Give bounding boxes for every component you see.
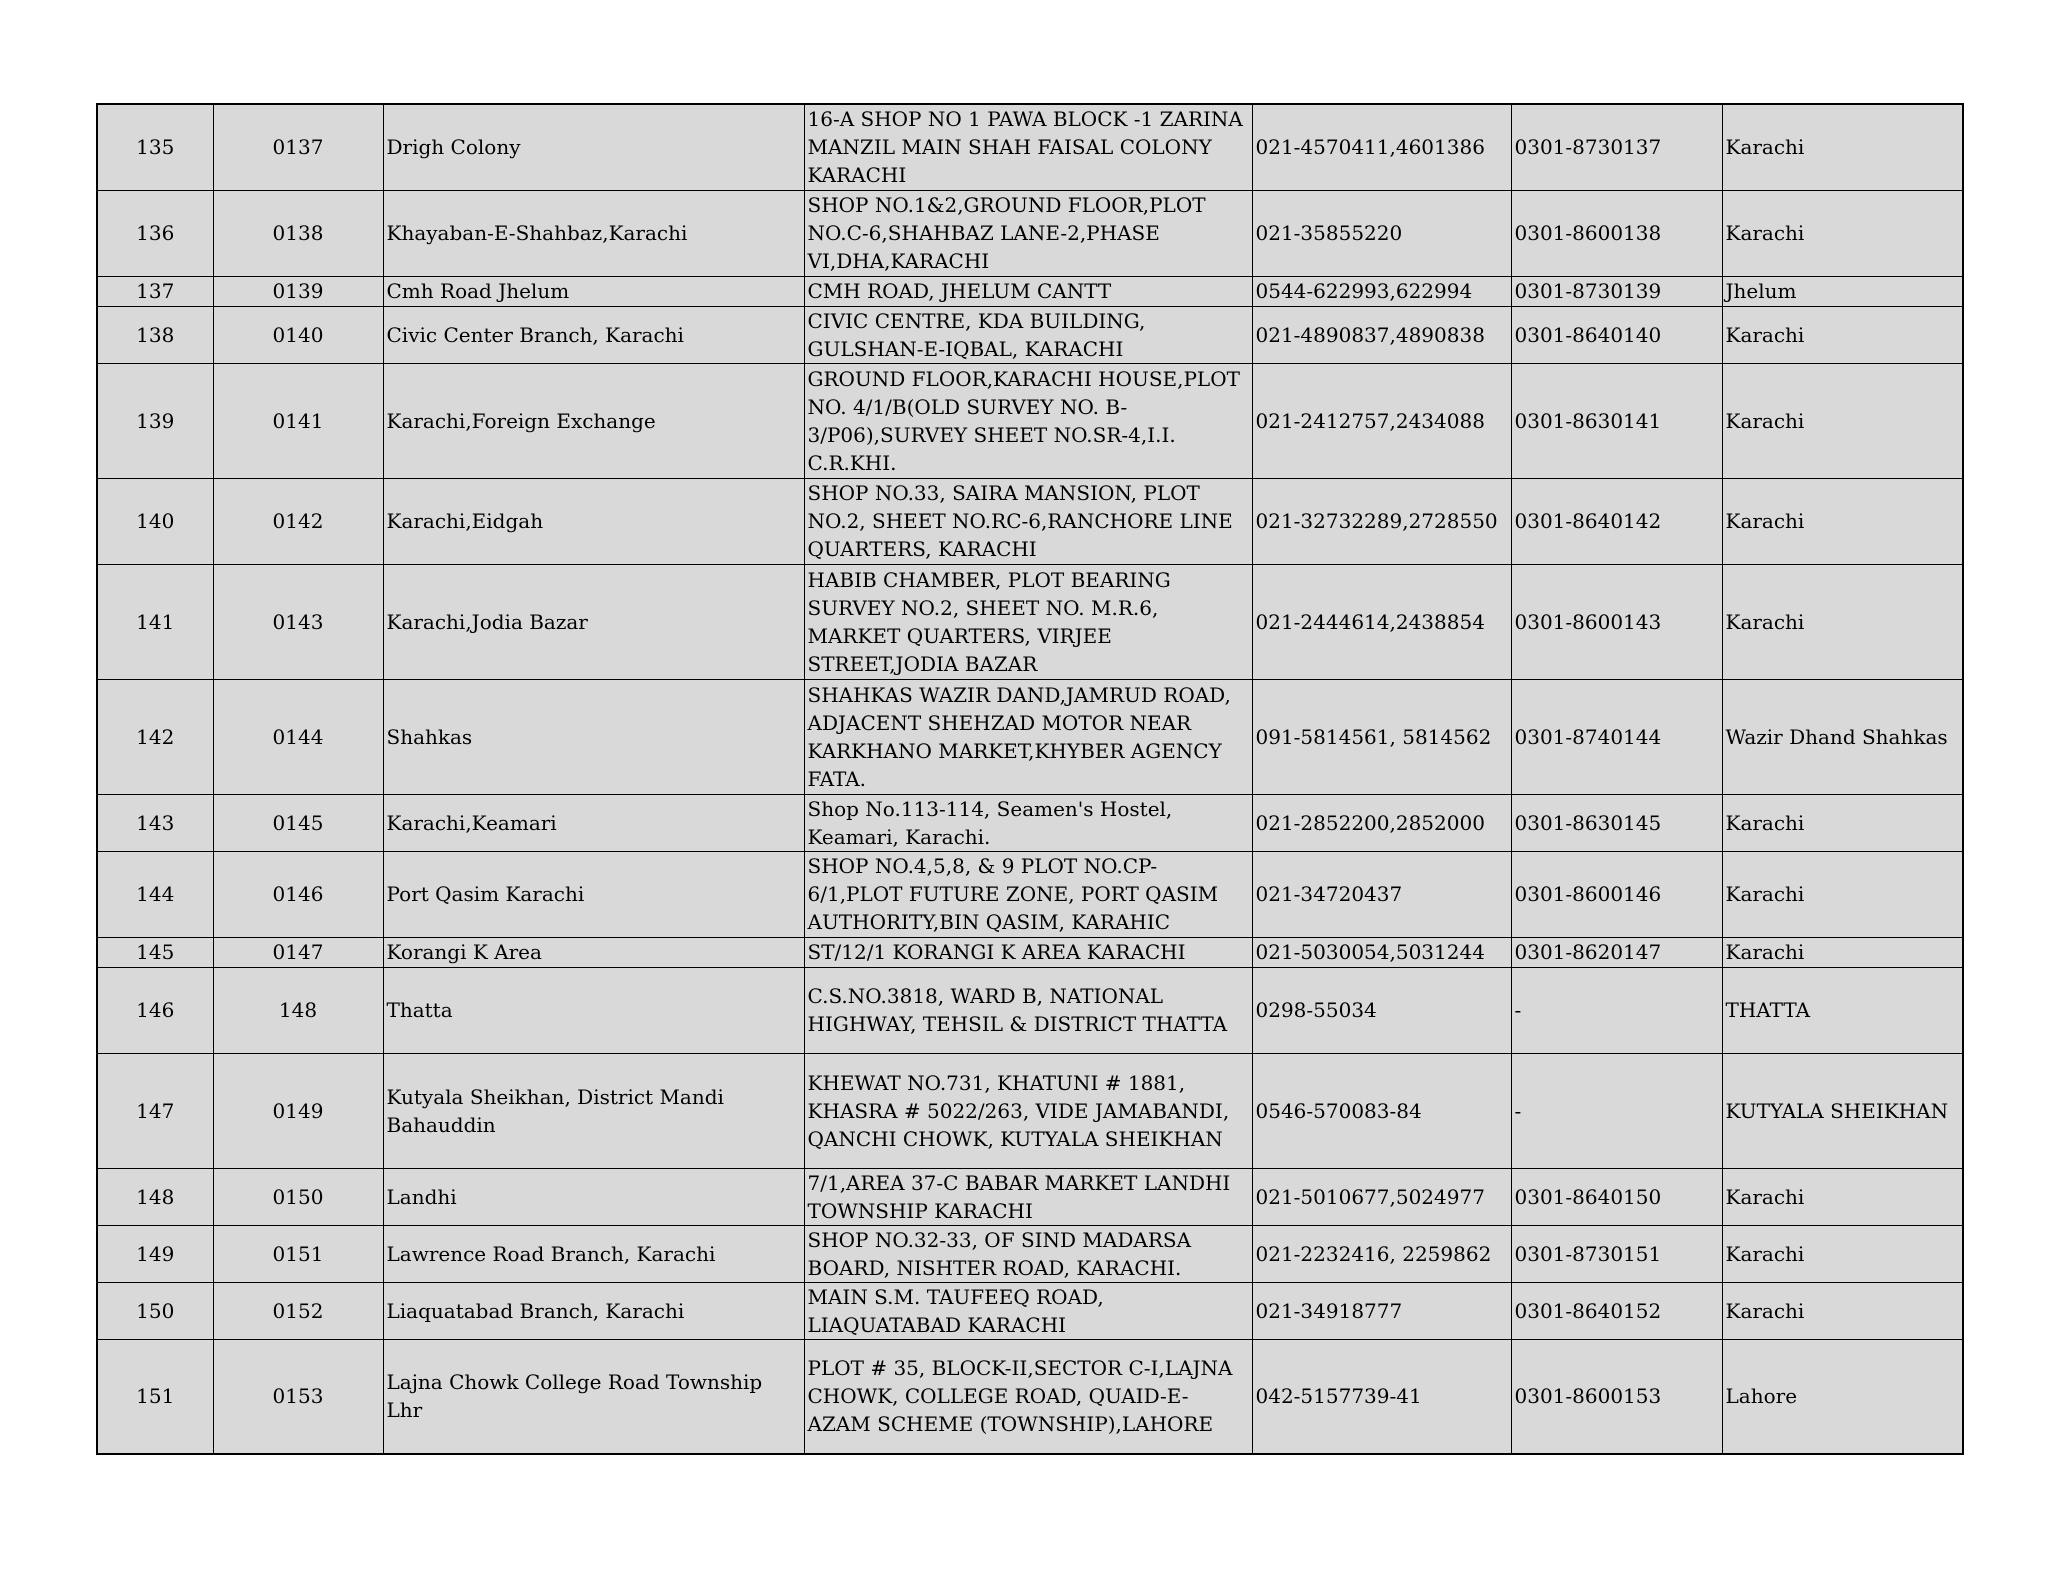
branch-table xyxy=(96,103,1964,1455)
cell-phone: 042-5157739-41 xyxy=(1252,1339,1511,1454)
cell-address: KHEWAT NO.731, KHATUNI # 1881, KHASRA # 5022/263, VIDE JAMABANDI, QANCHI CHOWK, KUTYALA SHEIKHAN xyxy=(804,1053,1252,1168)
cell-city: Karachi xyxy=(1722,564,1963,679)
cell-serial-number: 145 xyxy=(97,937,213,967)
cell-mobile: 0301-8730137 xyxy=(1511,104,1722,190)
cell-branch-code: 0142 xyxy=(213,478,383,564)
cell-phone: 0546-570083-84 xyxy=(1252,1053,1511,1168)
cell-serial-number: 138 xyxy=(97,306,213,363)
cell-mobile: 0301-8600138 xyxy=(1511,190,1722,276)
table-row xyxy=(97,1053,1963,1168)
cell-phone: 021-5010677,5024977 xyxy=(1252,1168,1511,1225)
cell-mobile: 0301-8600143 xyxy=(1511,564,1722,679)
cell-address: SHOP NO.1&2,GROUND FLOOR,PLOT NO.C-6,SHAHBAZ LANE-2,PHASE VI,DHA,KARACHI xyxy=(804,190,1252,276)
table-row xyxy=(97,1282,1963,1339)
cell-address: MAIN S.M. TAUFEEQ ROAD, LIAQUATABAD KARACHI xyxy=(804,1282,1252,1339)
cell-serial-number: 137 xyxy=(97,276,213,306)
cell-branch-code: 0140 xyxy=(213,306,383,363)
table-body xyxy=(97,104,1963,1454)
cell-branch-name: Civic Center Branch, Karachi xyxy=(383,306,804,363)
cell-branch-name: Korangi K Area xyxy=(383,937,804,967)
cell-mobile: 0301-8740144 xyxy=(1511,679,1722,794)
cell-branch-code: 0149 xyxy=(213,1053,383,1168)
cell-phone: 021-35855220 xyxy=(1252,190,1511,276)
cell-serial-number: 139 xyxy=(97,363,213,478)
cell-phone: 021-34918777 xyxy=(1252,1282,1511,1339)
table-row xyxy=(97,1168,1963,1225)
cell-address: 7/1,AREA 37-C BABAR MARKET LANDHI TOWNSHIP KARACHI xyxy=(804,1168,1252,1225)
table-row xyxy=(97,1339,1963,1454)
table-row xyxy=(97,937,1963,967)
cell-branch-name: Karachi,Jodia Bazar xyxy=(383,564,804,679)
cell-branch-name: Thatta xyxy=(383,967,804,1053)
cell-mobile: - xyxy=(1511,967,1722,1053)
cell-branch-code: 0144 xyxy=(213,679,383,794)
cell-branch-name: Shahkas xyxy=(383,679,804,794)
table-row xyxy=(97,363,1963,478)
cell-serial-number: 147 xyxy=(97,1053,213,1168)
cell-serial-number: 143 xyxy=(97,794,213,851)
cell-branch-code: 0141 xyxy=(213,363,383,478)
cell-branch-name: Khayaban-E-Shahbaz,Karachi xyxy=(383,190,804,276)
cell-city: Karachi xyxy=(1722,478,1963,564)
cell-phone: 0544-622993,622994 xyxy=(1252,276,1511,306)
cell-mobile: 0301-8730151 xyxy=(1511,1225,1722,1282)
cell-branch-code: 0143 xyxy=(213,564,383,679)
cell-phone: 021-4890837,4890838 xyxy=(1252,306,1511,363)
cell-serial-number: 144 xyxy=(97,851,213,937)
cell-city: Karachi xyxy=(1722,306,1963,363)
cell-phone: 0298-55034 xyxy=(1252,967,1511,1053)
cell-mobile: 0301-8630141 xyxy=(1511,363,1722,478)
cell-serial-number: 149 xyxy=(97,1225,213,1282)
cell-phone: 021-2412757,2434088 xyxy=(1252,363,1511,478)
cell-serial-number: 150 xyxy=(97,1282,213,1339)
cell-branch-code: 0152 xyxy=(213,1282,383,1339)
cell-branch-code: 0150 xyxy=(213,1168,383,1225)
cell-phone: 021-2232416, 2259862 xyxy=(1252,1225,1511,1282)
cell-branch-code: 0153 xyxy=(213,1339,383,1454)
cell-serial-number: 142 xyxy=(97,679,213,794)
table-row xyxy=(97,851,1963,937)
cell-mobile: 0301-8730139 xyxy=(1511,276,1722,306)
cell-branch-name: Liaquatabad Branch, Karachi xyxy=(383,1282,804,1339)
cell-serial-number: 136 xyxy=(97,190,213,276)
cell-branch-name: Lajna Chowk College Road Township Lhr xyxy=(383,1339,804,1454)
cell-address: 16-A SHOP NO 1 PAWA BLOCK -1 ZARINA MANZIL MAIN SHAH FAISAL COLONY KARACHI xyxy=(804,104,1252,190)
cell-serial-number: 141 xyxy=(97,564,213,679)
cell-phone: 021-5030054,5031244 xyxy=(1252,937,1511,967)
cell-city: Lahore xyxy=(1722,1339,1963,1454)
cell-serial-number: 151 xyxy=(97,1339,213,1454)
cell-address: GROUND FLOOR,KARACHI HOUSE,PLOT NO. 4/1/B(OLD SURVEY NO. B-3/P06),SURVEY SHEET NO.SR-4,I.I. C.R.KHI. xyxy=(804,363,1252,478)
table-row xyxy=(97,1225,1963,1282)
cell-mobile: 0301-8620147 xyxy=(1511,937,1722,967)
table-row xyxy=(97,564,1963,679)
cell-city: Karachi xyxy=(1722,104,1963,190)
cell-address: C.S.NO.3818, WARD B, NATIONAL HIGHWAY, TEHSIL & DISTRICT THATTA xyxy=(804,967,1252,1053)
table-row xyxy=(97,679,1963,794)
cell-city: KUTYALA SHEIKHAN xyxy=(1722,1053,1963,1168)
cell-branch-code: 148 xyxy=(213,967,383,1053)
cell-city: Wazir Dhand Shahkas xyxy=(1722,679,1963,794)
cell-branch-code: 0151 xyxy=(213,1225,383,1282)
cell-mobile: 0301-8640142 xyxy=(1511,478,1722,564)
cell-phone: 021-2852200,2852000 xyxy=(1252,794,1511,851)
cell-branch-name: Port Qasim Karachi xyxy=(383,851,804,937)
cell-mobile: 0301-8640140 xyxy=(1511,306,1722,363)
cell-address: SHOP NO.32-33, OF SIND MADARSA BOARD, NISHTER ROAD, KARACHI. xyxy=(804,1225,1252,1282)
cell-branch-code: 0145 xyxy=(213,794,383,851)
cell-branch-code: 0137 xyxy=(213,104,383,190)
cell-city: THATTA xyxy=(1722,967,1963,1053)
cell-city: Karachi xyxy=(1722,794,1963,851)
cell-branch-name: Landhi xyxy=(383,1168,804,1225)
cell-city: Karachi xyxy=(1722,190,1963,276)
cell-mobile: 0301-8640150 xyxy=(1511,1168,1722,1225)
cell-phone: 091-5814561, 5814562 xyxy=(1252,679,1511,794)
cell-phone: 021-32732289,2728550 xyxy=(1252,478,1511,564)
cell-branch-code: 0139 xyxy=(213,276,383,306)
cell-address: SHAHKAS WAZIR DAND,JAMRUD ROAD, ADJACENT SHEHZAD MOTOR NEAR KARKHANO MARKET,KHYBER AGENCY FATA. xyxy=(804,679,1252,794)
cell-phone: 021-4570411,4601386 xyxy=(1252,104,1511,190)
cell-mobile: 0301-8600146 xyxy=(1511,851,1722,937)
cell-branch-name: Lawrence Road Branch, Karachi xyxy=(383,1225,804,1282)
cell-address: PLOT # 35, BLOCK-II,SECTOR C-I,LAJNA CHOWK, COLLEGE ROAD, QUAID-E-AZAM SCHEME (TOWNSHIP),LAHORE xyxy=(804,1339,1252,1454)
cell-city: Karachi xyxy=(1722,1282,1963,1339)
cell-serial-number: 140 xyxy=(97,478,213,564)
cell-city: Karachi xyxy=(1722,1225,1963,1282)
table-row xyxy=(97,306,1963,363)
cell-address: SHOP NO.4,5,8, & 9 PLOT NO.CP-6/1,PLOT FUTURE ZONE, PORT QASIM AUTHORITY,BIN QASIM, KARAHIC xyxy=(804,851,1252,937)
cell-city: Karachi xyxy=(1722,937,1963,967)
cell-mobile: 0301-8630145 xyxy=(1511,794,1722,851)
table-row xyxy=(97,190,1963,276)
cell-address: SHOP NO.33, SAIRA MANSION, PLOT NO.2, SHEET NO.RC-6,RANCHORE LINE QUARTERS, KARACHI xyxy=(804,478,1252,564)
cell-city: Jhelum xyxy=(1722,276,1963,306)
cell-address: CMH ROAD, JHELUM CANTT xyxy=(804,276,1252,306)
cell-phone: 021-34720437 xyxy=(1252,851,1511,937)
table-row xyxy=(97,794,1963,851)
cell-branch-code: 0146 xyxy=(213,851,383,937)
table-row xyxy=(97,478,1963,564)
cell-mobile: 0301-8640152 xyxy=(1511,1282,1722,1339)
cell-mobile: 0301-8600153 xyxy=(1511,1339,1722,1454)
cell-branch-name: Kutyala Sheikhan, District Mandi Bahauddin xyxy=(383,1053,804,1168)
cell-branch-name: Karachi,Keamari xyxy=(383,794,804,851)
cell-city: Karachi xyxy=(1722,1168,1963,1225)
cell-branch-name: Karachi,Foreign Exchange xyxy=(383,363,804,478)
cell-branch-name: Karachi,Eidgah xyxy=(383,478,804,564)
cell-serial-number: 148 xyxy=(97,1168,213,1225)
cell-branch-name: Drigh Colony xyxy=(383,104,804,190)
cell-serial-number: 135 xyxy=(97,104,213,190)
cell-serial-number: 146 xyxy=(97,967,213,1053)
cell-phone: 021-2444614,2438854 xyxy=(1252,564,1511,679)
table-row xyxy=(97,104,1963,190)
table-row xyxy=(97,967,1963,1053)
cell-city: Karachi xyxy=(1722,851,1963,937)
cell-address: HABIB CHAMBER, PLOT BEARING SURVEY NO.2, SHEET NO. M.R.6, MARKET QUARTERS, VIRJEE STREET,JODIA BAZAR xyxy=(804,564,1252,679)
cell-address: ST/12/1 KORANGI K AREA KARACHI xyxy=(804,937,1252,967)
cell-branch-code: 0138 xyxy=(213,190,383,276)
cell-branch-code: 0147 xyxy=(213,937,383,967)
cell-city: Karachi xyxy=(1722,363,1963,478)
cell-branch-name: Cmh Road Jhelum xyxy=(383,276,804,306)
cell-mobile: - xyxy=(1511,1053,1722,1168)
cell-address: Shop No.113-114, Seamen's Hostel, Keamari, Karachi. xyxy=(804,794,1252,851)
table-row xyxy=(97,276,1963,306)
cell-address: CIVIC CENTRE, KDA BUILDING, GULSHAN-E-IQBAL, KARACHI xyxy=(804,306,1252,363)
